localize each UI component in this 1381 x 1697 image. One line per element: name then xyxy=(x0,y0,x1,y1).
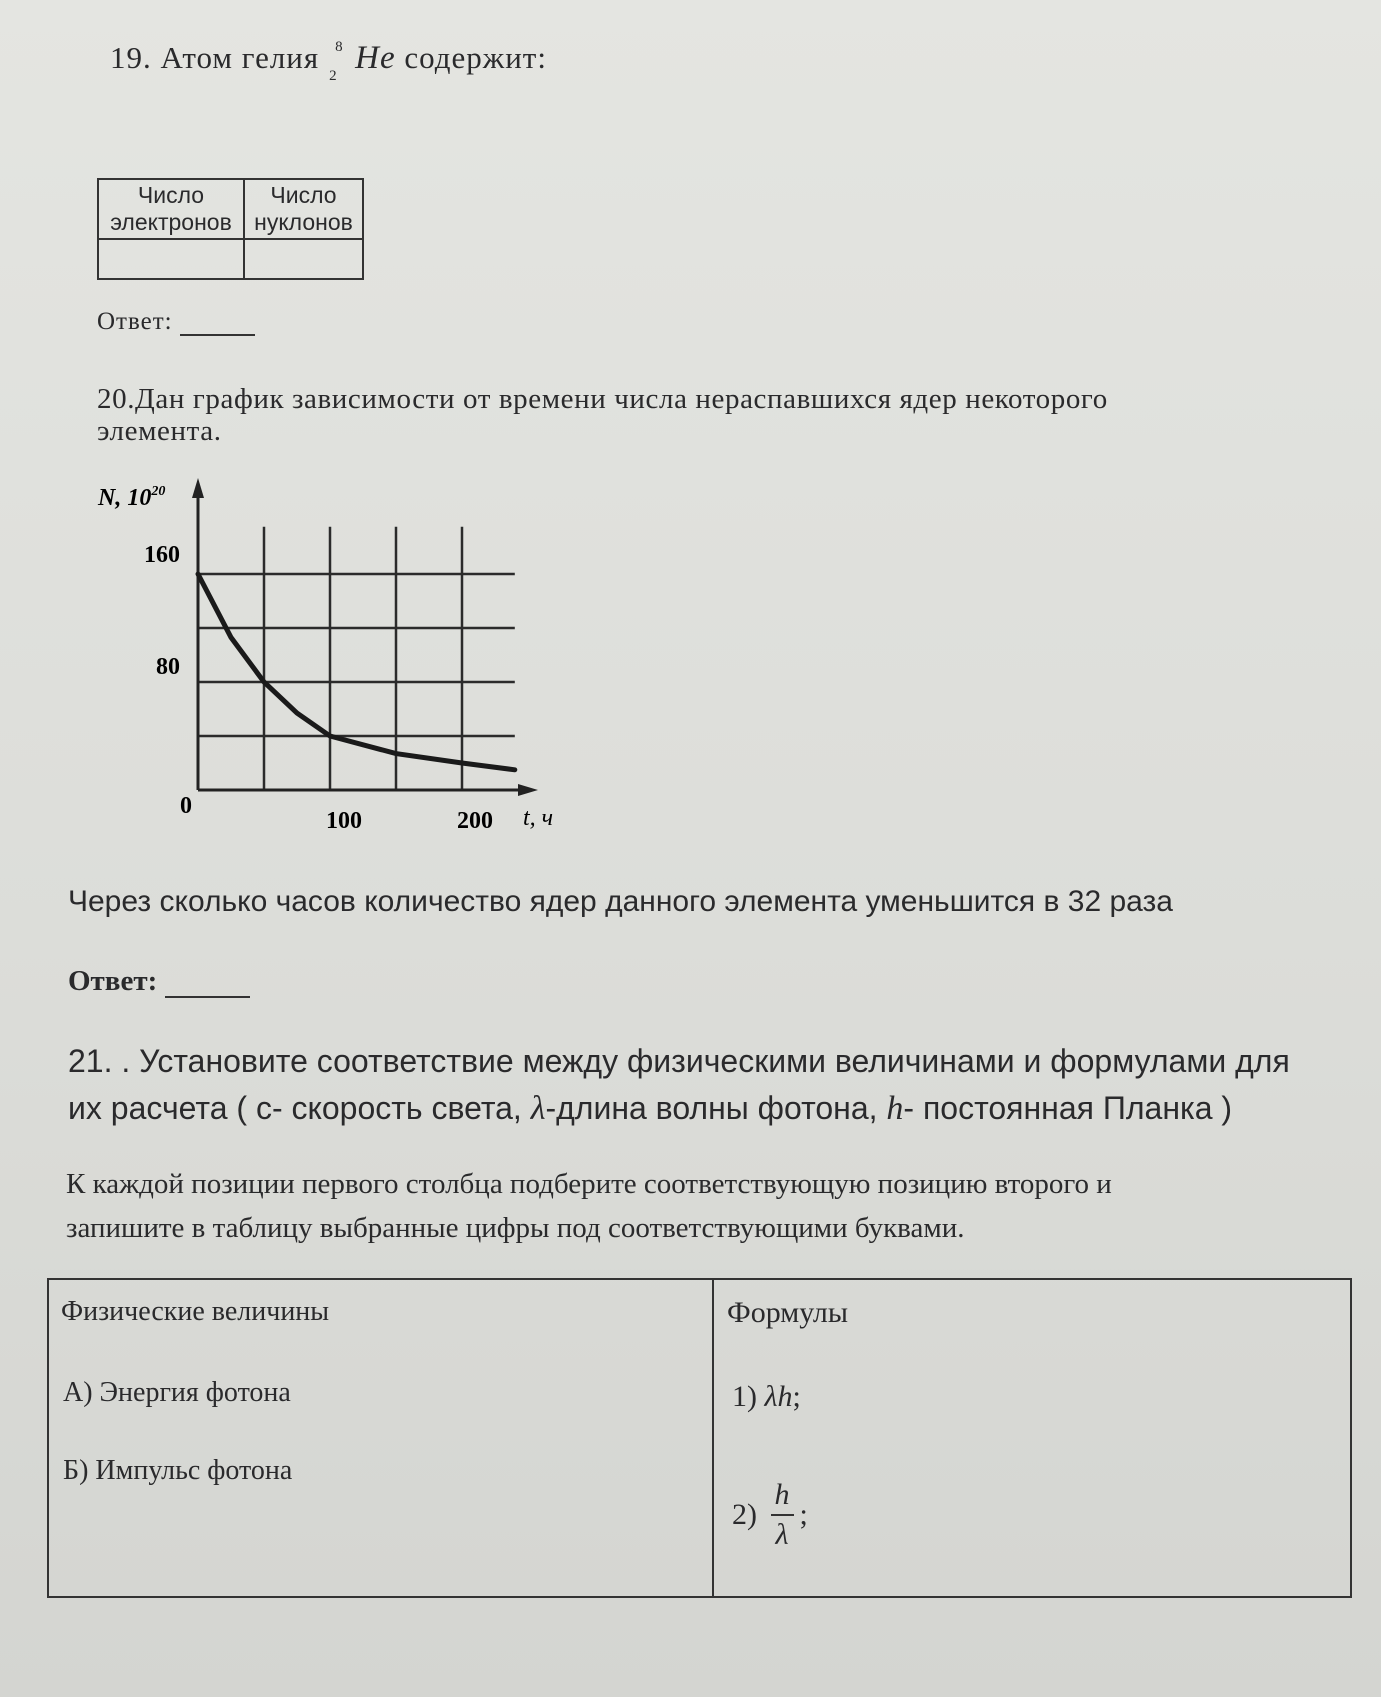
col1-header: Физические величины xyxy=(61,1296,330,1327)
formula-1-expression: λh xyxy=(764,1380,793,1413)
mass-number: 8 xyxy=(335,38,344,55)
formula-1-number: 1) xyxy=(732,1380,757,1413)
q19-suffix: содержит: xyxy=(404,40,547,75)
q20-question: Через сколько часов количество ядер данного элемента уменьшится в 32 раза xyxy=(68,885,1173,918)
nuclide-notation xyxy=(329,38,351,84)
atomic-number: 2 xyxy=(329,67,338,84)
formula-2-fraction xyxy=(771,1476,794,1554)
col2-header: Формулы xyxy=(727,1296,849,1329)
fraction-denominator: λ xyxy=(775,1518,789,1551)
x-axis-label: t, ч xyxy=(523,805,554,831)
q21-line2-part2: -длина волны фотона, xyxy=(545,1090,878,1126)
y-axis-label: N, $10^{20}$ xyxy=(98,484,166,511)
x-tick-200: 200 xyxy=(457,808,493,834)
formula-2-number: 2) xyxy=(732,1498,757,1531)
q20-answer xyxy=(68,965,250,998)
q21-line2-part3: - постоянная Планка ) xyxy=(903,1090,1233,1126)
q21-text-line2 xyxy=(68,1090,1232,1128)
header-electrons: Число электронов xyxy=(98,179,244,239)
q19-title xyxy=(110,38,547,84)
formula-2-punct: ; xyxy=(799,1498,808,1531)
fraction-numerator: h xyxy=(771,1476,794,1516)
y-tick-160: 160 xyxy=(144,542,180,568)
x-tick-100: 100 xyxy=(326,808,362,834)
q19-answer-label: Ответ: xyxy=(97,308,173,335)
q20-answer-blank[interactable] xyxy=(165,968,250,998)
item-a: А) Энергия фотона xyxy=(63,1377,291,1408)
q21-line2-part1: их расчета ( с- скорость света, xyxy=(68,1090,522,1126)
element-symbol: He xyxy=(355,40,396,76)
q20-text-line1: 20.Дан график зависимости от времени числа нераспавшихся ядер некоторого xyxy=(97,383,1108,415)
lambda-symbol: λ xyxy=(530,1090,546,1127)
q20-text-line2: элемента. xyxy=(97,415,222,447)
formula-2 xyxy=(732,1476,808,1554)
q21-instruction-line2: запишите в таблицу выбранные цифры под соответствующими буквами. xyxy=(66,1212,965,1244)
formula-1-punct: ; xyxy=(792,1380,801,1413)
item-b: Б) Импульс фотона xyxy=(63,1455,293,1486)
y-axis-arrow xyxy=(192,478,204,498)
q20-answer-label: Ответ: xyxy=(68,965,158,997)
x-axis-arrow xyxy=(518,784,538,796)
graph-axes xyxy=(192,478,538,796)
q19-answer-table xyxy=(97,178,364,280)
formula-1 xyxy=(732,1380,801,1414)
q19-answer-blank[interactable] xyxy=(180,308,255,336)
decay-curve xyxy=(198,574,515,770)
matching-table xyxy=(47,1278,1352,1598)
q21-text-line1: 21. . Установите соответствие между физическими величинами и формулами для xyxy=(68,1043,1290,1079)
y-tick-80: 80 xyxy=(156,654,180,680)
origin-label: 0 xyxy=(180,793,192,819)
q21-instruction-line1: К каждой позиции первого столбца подберите соответствующую позицию второго и xyxy=(66,1168,1112,1200)
cell-nucleons-answer[interactable] xyxy=(244,239,363,279)
header-nucleons: Число нуклонов xyxy=(244,179,363,239)
q19-prefix: 19. Атом гелия xyxy=(110,40,320,75)
decay-graph xyxy=(80,470,600,850)
q19-answer xyxy=(97,308,255,336)
cell-electrons-answer[interactable] xyxy=(98,239,244,279)
planck-symbol: h xyxy=(886,1090,904,1127)
column-divider xyxy=(712,1280,714,1596)
